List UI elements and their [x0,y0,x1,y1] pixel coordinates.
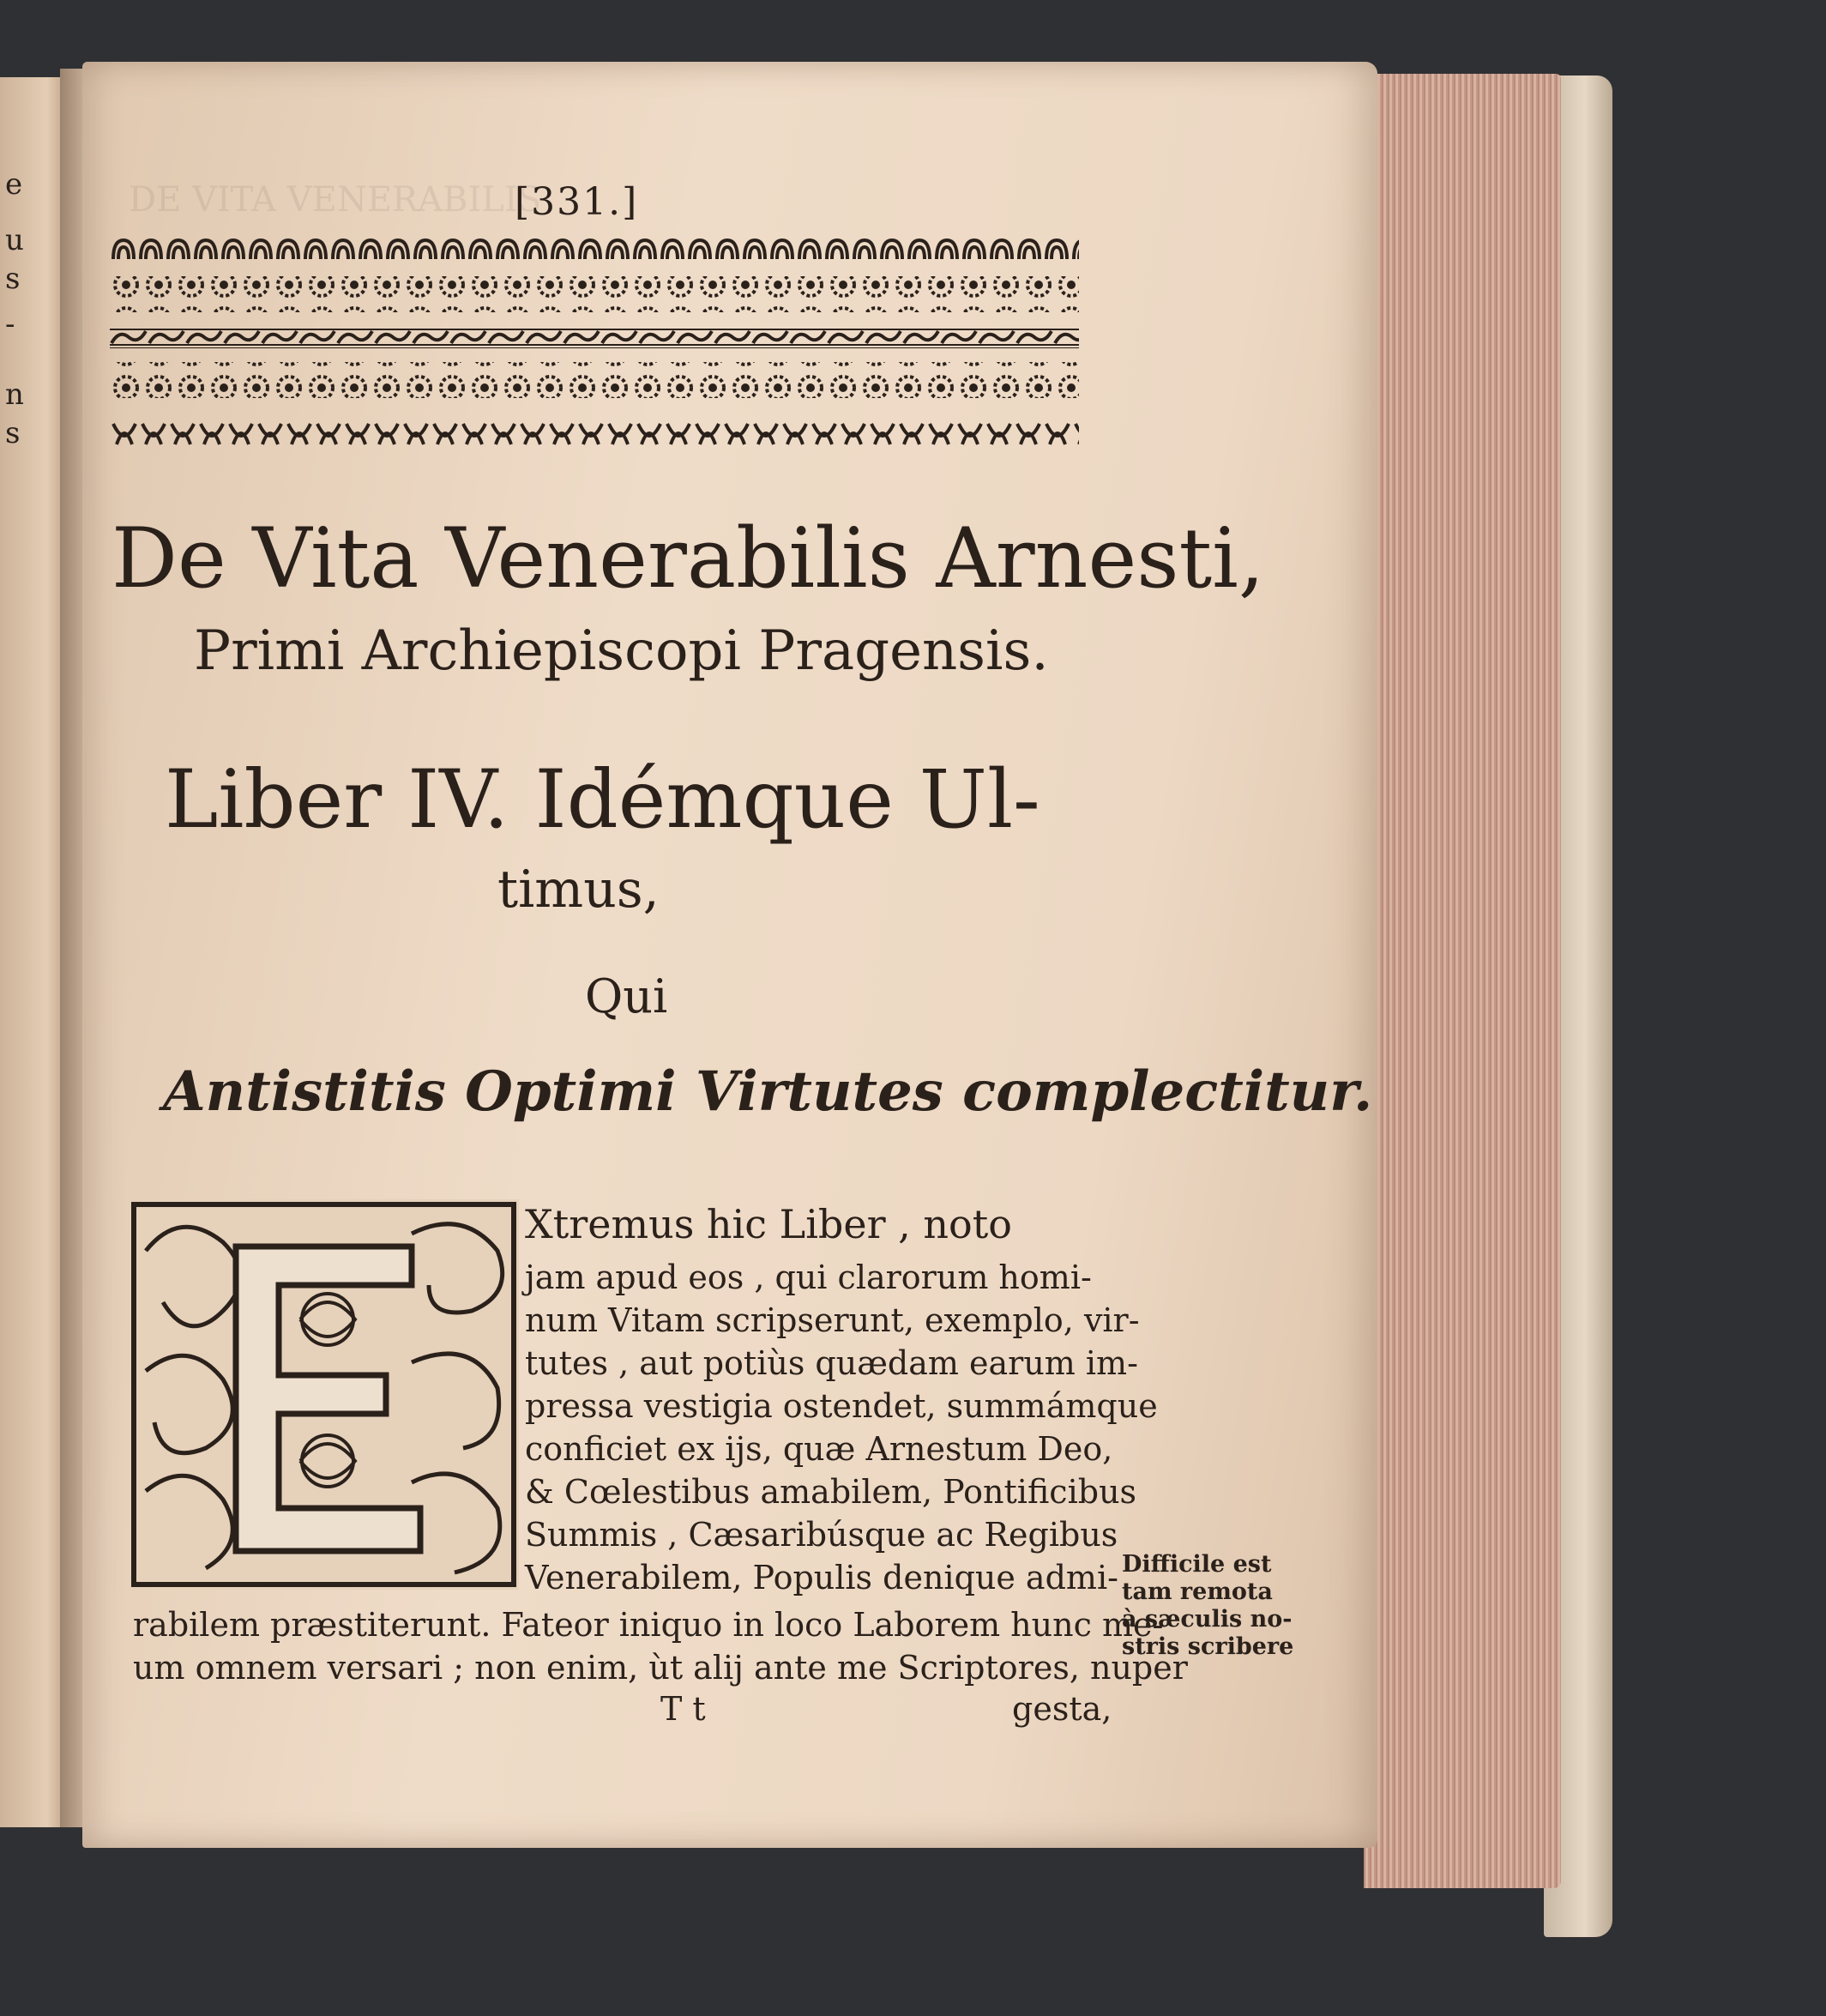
book-heading-line1: Liber IV. Idémque Ul- [165,753,1040,847]
left-edge-char: u [5,223,24,257]
show-through: DE VITA VENERABILIS [129,180,542,220]
body-line: tutes , aut potiùs quædam earum im- [525,1344,1138,1382]
body-line: num Vitam scripserunt, exemplo, vir- [525,1301,1140,1339]
page-block-edge [1364,74,1561,1888]
chapter-title-line2: Primi Archiepiscopi Pragensis. [194,619,1049,683]
body-line: conficiet ex ijs, quæ Arnestum Deo, [525,1430,1113,1468]
body-line: um omnem versari ; non enim, ùt alij ante me Scriptores, nuper [133,1649,1188,1687]
left-edge-char: s [5,262,21,296]
marginal-note-line: Difficile est [1122,1551,1272,1578]
left-edge-char: s [5,416,21,450]
body-line: jam apud eos , qui clarorum homi- [525,1258,1092,1296]
qui-line: Qui [585,969,668,1023]
left-edge-char: e [5,167,23,202]
body-line: rabilem præstiterunt. Fateor iniquo in loco Laborem hunc me- [133,1606,1164,1644]
signature-mark: T t [660,1690,706,1728]
body-line: & Cœlestibus amabilem, Pontificibus [525,1473,1137,1511]
body-line: Summis , Cæsaribúsque ac Regibus [525,1516,1118,1554]
woodcut-initial-e [129,1199,519,1590]
marginal-note-line: tam remota [1122,1578,1273,1605]
left-edge-char: n [5,377,24,412]
page-number: [331.] [515,180,639,224]
body-line: pressa vestigia ostendet, summámque [525,1387,1158,1425]
chapter-title-line1: De Vita Venerabilis Arnesti, [111,510,1265,607]
book-subtitle: Antistitis Optimi Virtutes complectitur. [163,1059,1373,1124]
catchword: gesta, [1012,1690,1112,1728]
left-edge-char: - [5,307,15,341]
marginal-note-line: à sæculis no- [1122,1606,1293,1633]
marginal-note-line: stris scribere [1122,1633,1294,1660]
body-line: Venerabilem, Populis denique admi- [525,1559,1118,1597]
book-heading-line2: timus, [497,860,660,920]
left-page-sliver [0,77,69,1827]
body-line: Xtremus hic Liber , noto [525,1201,1012,1247]
headpiece-ornament [110,233,1079,458]
